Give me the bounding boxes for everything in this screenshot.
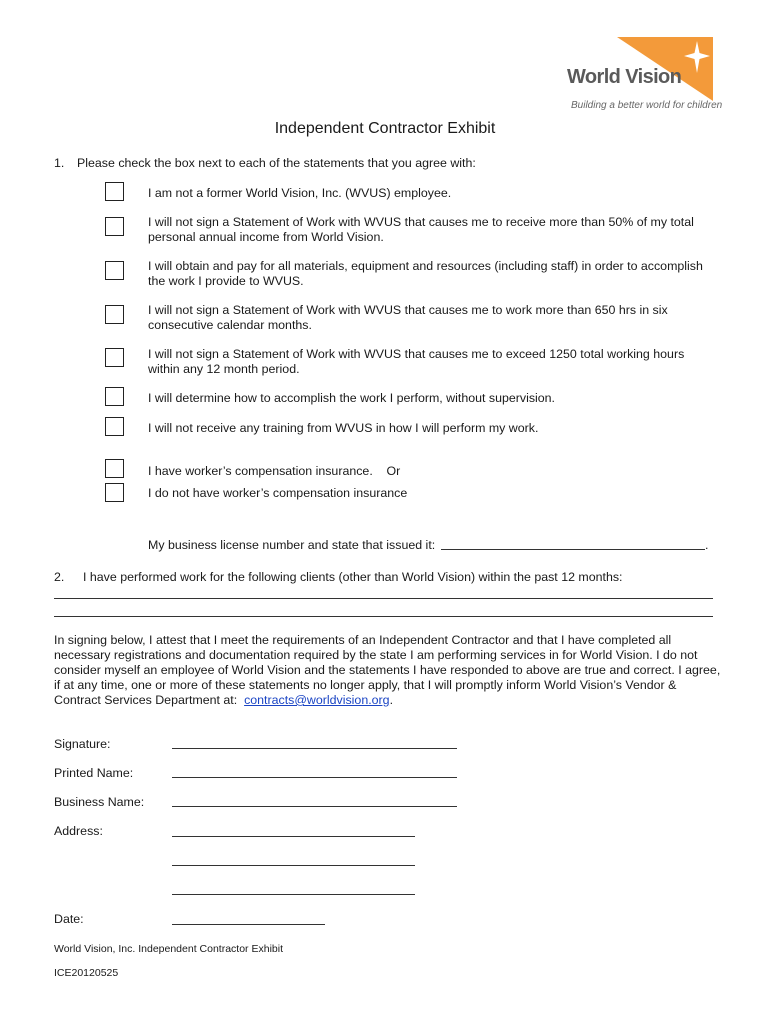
date-input-line[interactable] [172, 924, 325, 925]
section-1-number: 1. [54, 156, 65, 170]
attestation-paragraph [54, 633, 724, 708]
checkbox-no-workers-comp[interactable] [105, 483, 124, 502]
statement-text: I will not receive any training from WVUS in how I will perform my work. [148, 421, 539, 435]
signature-label: Signature: [54, 737, 111, 751]
printed-name-input-line[interactable] [172, 777, 457, 778]
address-label: Address: [54, 824, 103, 838]
checkbox-650-hours[interactable] [105, 305, 124, 324]
section-2-number: 2. [54, 570, 65, 584]
section-1-prompt: Please check the box next to each of the statements that you agree with: [77, 156, 476, 170]
checkbox-no-supervision[interactable] [105, 387, 124, 406]
statement-text: I have worker’s compensation insurance. Or [148, 464, 401, 478]
business-name-label: Business Name: [54, 795, 145, 809]
address-input-line-1[interactable] [172, 836, 415, 837]
checkbox-materials-resources[interactable] [105, 261, 124, 280]
attestation-end: . [389, 693, 394, 707]
license-label: My business license number and state that issued it: [148, 538, 436, 552]
date-label: Date: [54, 912, 84, 926]
logo-tagline: Building a better world for children [571, 100, 723, 111]
checkbox-1250-hours[interactable] [105, 348, 124, 367]
address-input-line-3[interactable] [172, 894, 415, 895]
license-input-line[interactable] [441, 549, 705, 550]
checkbox-income-limit[interactable] [105, 217, 124, 236]
checkbox-not-former-employee[interactable] [105, 182, 124, 201]
signature-input-line[interactable] [172, 748, 457, 749]
clients-input-line-1[interactable] [54, 598, 713, 599]
attestation-text: In signing below, I attest that I meet the requirements of an Independent Contractor and that I have completed all necessary registrations and documentation required by the state I am performing services in for World Vision. I do not consider myself an employee of World Vision and the statements I have responded to above are true and correct. I agree, if at any time, one or more of these statements no longer apply, that I will promptly inform World Vision’s Vendor & Contract Services Department at: [54, 633, 721, 707]
statement-text: I will determine how to accomplish the work I perform, without supervision. [148, 391, 555, 405]
checkbox-no-training[interactable] [105, 417, 124, 436]
section-2-prompt: I have performed work for the following clients (other than World Vision) within the past 12 months: [83, 570, 623, 584]
business-name-input-line[interactable] [172, 806, 457, 807]
statement-text: I will not sign a Statement of Work with WVUS that causes me to work more than 650 hrs in six consecutive calendar months. [148, 303, 668, 332]
statement-text: I will not sign a Statement of Work with WVUS that causes me to receive more than 50% of my total personal annual income from World Vision. [148, 215, 694, 244]
contracts-email-link[interactable]: contracts@worldvision.org [244, 693, 390, 707]
address-input-line-2[interactable] [172, 865, 415, 866]
clients-input-line-2[interactable] [54, 616, 713, 617]
footer-document-code: ICE20120525 [54, 967, 119, 979]
footer-document-name: World Vision, Inc. Independent Contractor Exhibit [54, 943, 283, 955]
logo-wordmark: World Vision [567, 66, 682, 88]
page-title: Independent Contractor Exhibit [274, 120, 496, 137]
checkbox-has-workers-comp[interactable] [105, 459, 124, 478]
license-end: . [705, 538, 709, 552]
statement-text: I am not a former World Vision, Inc. (WVUS) employee. [148, 186, 452, 200]
printed-name-label: Printed Name: [54, 766, 134, 780]
statement-text: I will obtain and pay for all materials, equipment and resources (including staff) in order to accomplish the work I provide to WVUS. [148, 259, 703, 288]
statement-text: I do not have worker’s compensation insurance [148, 486, 408, 500]
statement-text: I will not sign a Statement of Work with WVUS that causes me to exceed 1250 total working hours within any 12 month period. [148, 347, 685, 376]
